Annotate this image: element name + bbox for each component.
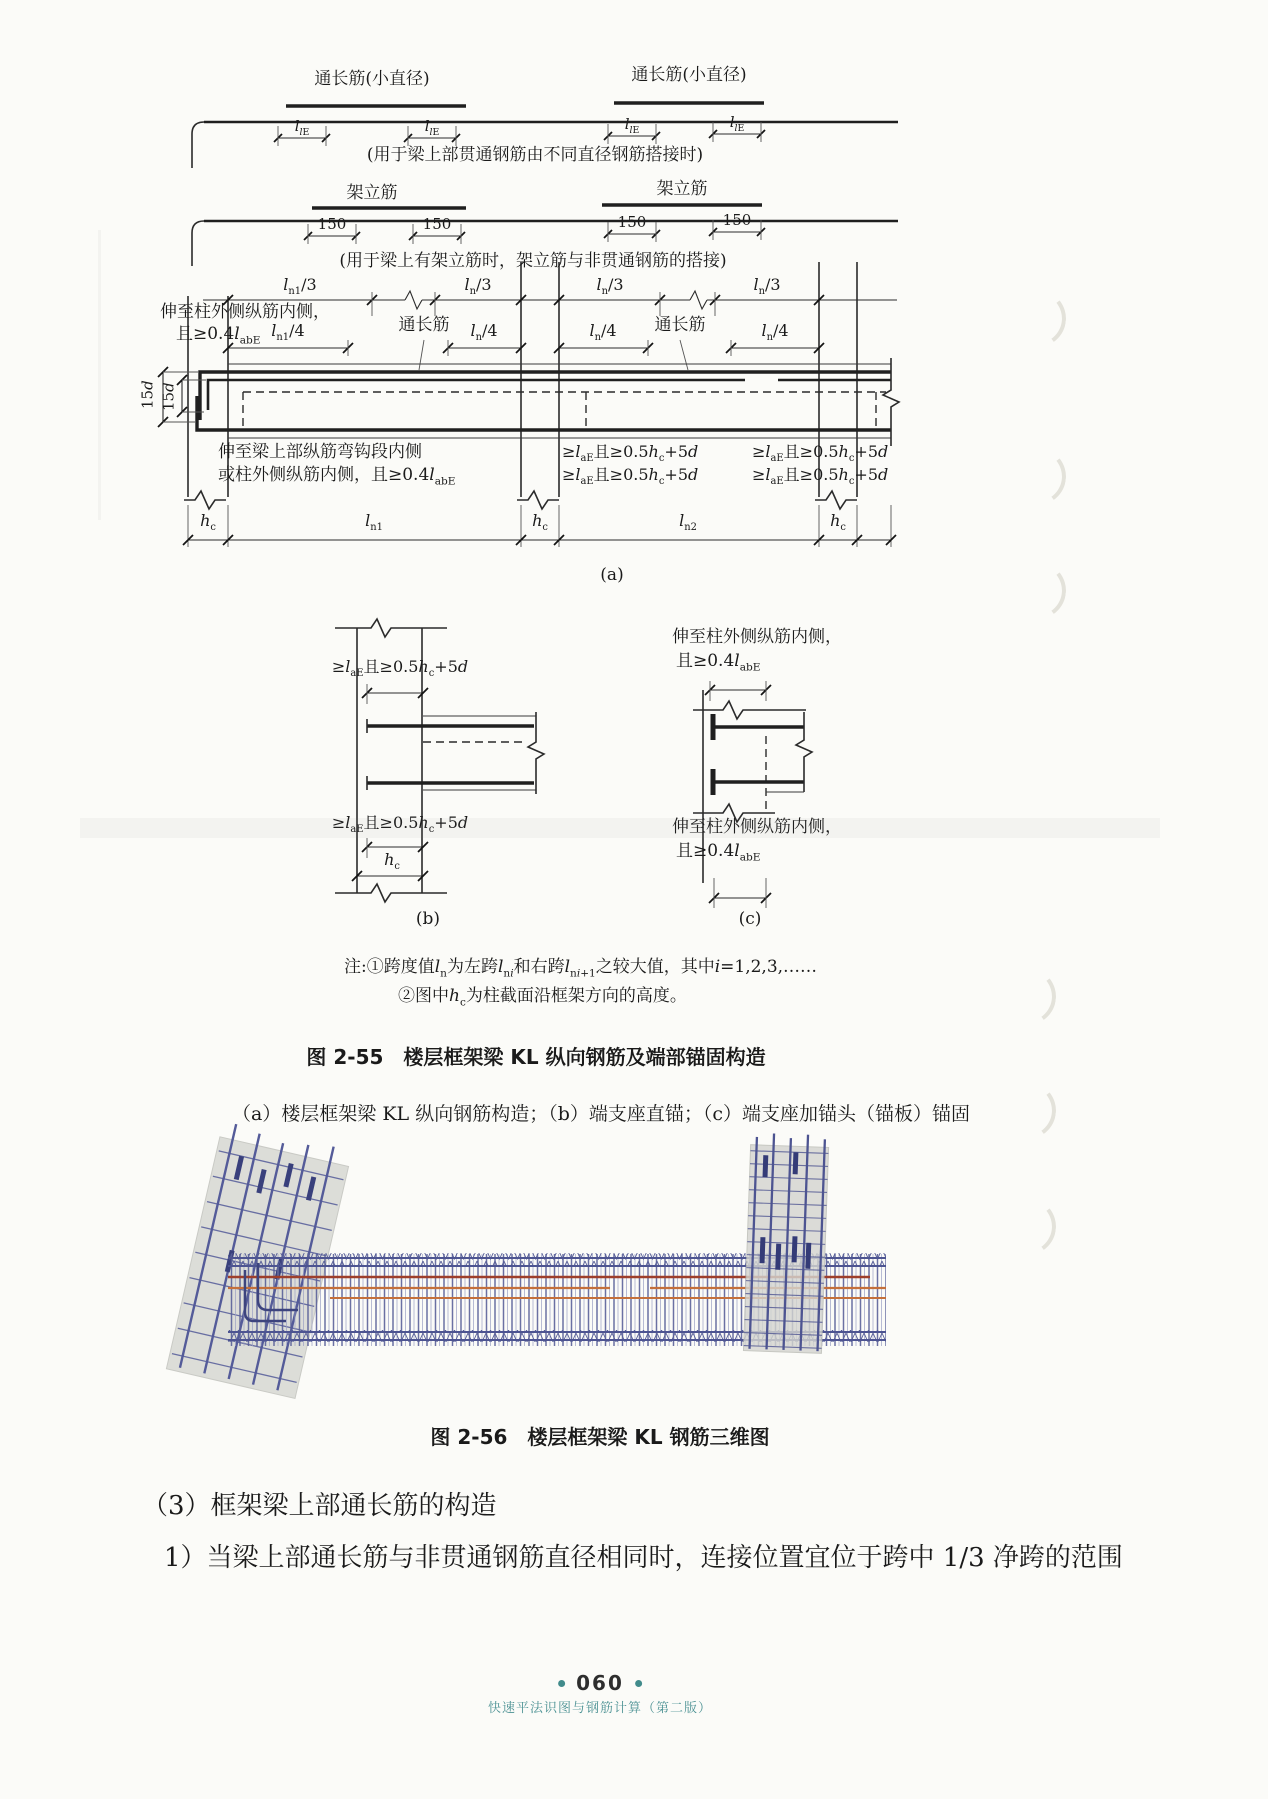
figure-2-56-caption: 图 2-56 楼层框架梁 KL 钢筋三维图 [430,1425,770,1449]
dim-ln-3-3: $l_n/3$ [753,275,781,298]
footer-dot-left-icon [558,1680,565,1687]
dim-150-4: 150 [722,211,752,229]
dim-15d-2: 15d [159,382,178,411]
figure-2-55-subcaption: （a）楼层框架梁 KL 纵向钢筋构造；（b）端支座直锚；（c）端支座加锚头（锚板）锚固 [231,1103,971,1125]
page-number [547,1672,653,1695]
scan-smudge-band [80,818,1160,838]
label-anchor-req-2: $\ge l_{aE}$且$\ge 0.5h_c+5d$ [752,442,889,465]
dim-150-1: 150 [317,215,347,233]
figure-3d-render [166,1121,886,1398]
label-extend-c-bottom-1: 伸至柱外侧纵筋内侧， [672,817,842,837]
label-anchor-req-3: $\ge l_{aE}$且$\ge 0.5h_c+5d$ [562,465,699,488]
3d-right-column [743,1133,829,1354]
dim-ln-4-1: $l_n/4$ [470,321,498,344]
dim-150-3: 150 [617,213,647,231]
label-extend-column-outer-1: 伸至柱外侧纵筋内侧， [160,302,330,322]
label-anchor-b-bottom: $\ge l_{aE}$且$\ge 0.5h_c+5d$ [331,813,469,836]
dim-hc-1: $h_c$ [200,511,216,534]
label-extend-c-bottom-2: 且$\ge 0.4l_{abE}$ [676,841,761,864]
dim-ln1: $l_{n1}$ [365,511,383,534]
note-different-diameter-splice: (用于梁上部贯通钢筋由不同直径钢筋搭接时) [366,145,704,165]
label-extend-c-top-2: 且$\ge 0.4l_{abE}$ [676,651,761,674]
dim-hc-2: $h_c$ [532,511,548,534]
caption-sub-b: (b) [415,909,441,929]
dim-llE-3: $l_{lE}$ [624,115,640,136]
label-jialijin-1: 架立筋 [346,183,398,203]
note-jialijin-splice: (用于梁上有架立筋时，架立筋与非贯通钢筋的搭接) [339,251,727,271]
dim-ln-4-3: $l_n/4$ [761,321,789,344]
footer-dot-right-icon [635,1680,642,1687]
caption-sub-a: (a) [600,565,624,585]
label-tongchangjin-main-2: 通长筋 [654,315,706,335]
label-tongchangjin-small-1: 通长筋(小直径) [314,69,430,89]
dim-ln2: $l_{n2}$ [679,511,697,534]
dim-ln-3-1: $l_n/3$ [464,275,492,298]
dim-llE-4: $l_{lE}$ [729,113,745,134]
dim-15d-1: 15d [138,380,157,409]
label-extend-column-outer-2: 且$\ge 0.4l_{abE}$ [176,324,261,347]
dim-ln1-3: $l_{n1}/3$ [283,275,317,298]
dim-llE-1: $l_{lE}$ [294,117,310,138]
dim-150-2: 150 [422,215,452,233]
page-number-value: 060 [576,1671,624,1695]
scan-fold-line [98,230,101,520]
body-heading: （3）框架梁上部通长筋的构造 [142,1491,497,1521]
book-title-footer: 快速平法识图与钢筋计算（第二版） [487,1701,713,1716]
label-jialijin-2: 架立筋 [656,179,708,199]
figure-note-1: 注:①跨度值$l_n$为左跨$l_{ni}$和右跨$l_{ni+1}$之较大值，其中i=1,2,3,…… [344,957,818,980]
label-extend-c-top-1: 伸至柱外侧纵筋内侧， [672,627,842,647]
figure-note-2: ②图中$h_c$为柱截面沿框架方向的高度。 [398,986,687,1009]
label-tongchangjin-small-2: 通长筋(小直径) [631,65,747,85]
figure-2-55-caption: 图 2-55 楼层框架梁 KL 纵向钢筋及端部锚固构造 [306,1045,766,1069]
anchor-head-top [711,714,716,740]
dim-llE-2: $l_{lE}$ [424,117,440,138]
label-anchor-b-top: $\ge l_{aE}$且$\ge 0.5h_c+5d$ [331,657,469,680]
label-anchor-req-1: $\ge l_{aE}$且$\ge 0.5h_c+5d$ [562,442,699,465]
dim-ln-4-2: $l_n/4$ [589,321,617,344]
dim-hc-b: $h_c$ [384,850,400,873]
label-anchor-req-4: $\ge l_{aE}$且$\ge 0.5h_c+5d$ [752,465,889,488]
dim-hc-3: $h_c$ [830,511,846,534]
label-tongchangjin-main-1: 通长筋 [398,315,450,335]
body-paragraph: 1）当梁上部通长筋与非贯通钢筋直径相同时，连接位置宜位于跨中 1/3 净跨的范围 [164,1543,1123,1573]
dim-ln1-4: $l_{n1}/4$ [271,321,305,344]
label-extend-beam-hook-1: 伸至梁上部纵筋弯钩段内侧 [218,442,422,462]
dim-ln-3-2: $l_n/3$ [596,275,624,298]
anchor-head-bottom [711,769,716,795]
label-extend-beam-hook-2: 或柱外侧纵筋内侧，且$\ge 0.4l_{abE}$ [218,465,456,488]
diagram-c-headed-anchor [693,681,812,908]
caption-sub-c: (c) [738,909,762,929]
